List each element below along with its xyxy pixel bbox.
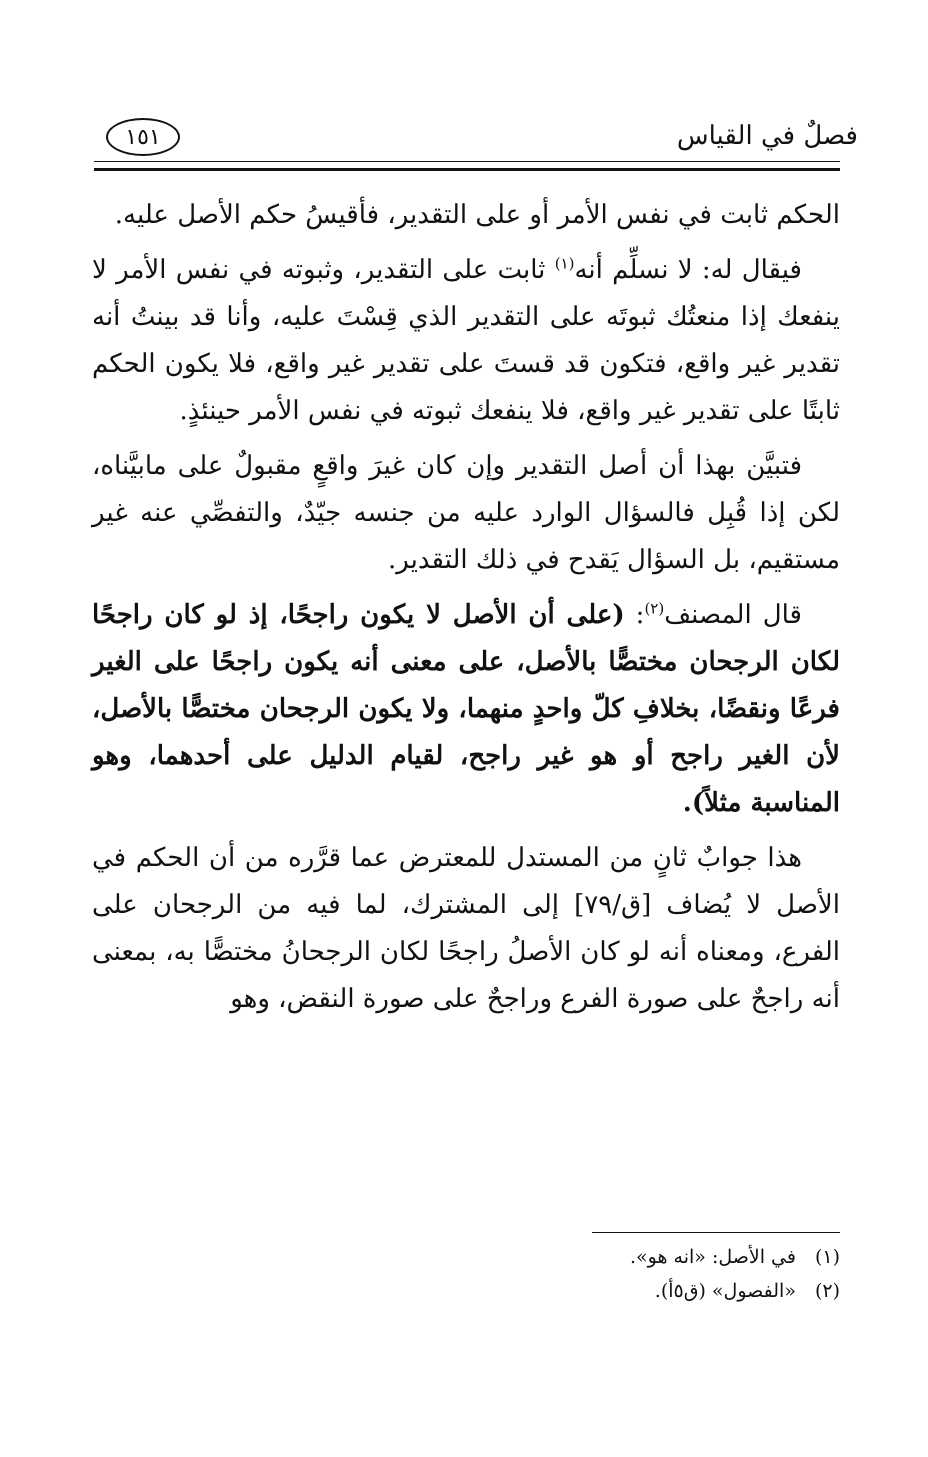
- paragraph-3: فتبيَّن بهذا أن أصل التقدير وإن كان غيرَ واقعٍ مقبولٌ على مابيَّناه، لكن إذا قُبِل فالسؤال الوارد عليه من جنسه جيّدٌ، والتفصِّي عنه غير مستقيم، بل السؤال يَقدح في ذلك التقدير.: [92, 451, 840, 575]
- main-text: [92, 192, 840, 1031]
- running-header-title: فصلٌ في القياس: [676, 121, 858, 151]
- header-rule-thick: [94, 168, 840, 171]
- footnote-ref-1[interactable]: (١): [554, 254, 575, 273]
- footnote-2-text: «الفصول» (ق٥أ).: [654, 1280, 796, 1302]
- paragraph-4-quote: [92, 592, 840, 827]
- footnote-separator: [592, 1232, 840, 1233]
- paragraph-2-start: فيقال له: لا نسلِّم أنه: [574, 255, 802, 285]
- footnotes: [340, 1240, 840, 1308]
- footnote-1: [340, 1240, 840, 1274]
- footnote-1-text: في الأصل: «انه هو».: [630, 1246, 796, 1268]
- page-number-badge: [106, 118, 180, 156]
- header-rule-thin: [94, 161, 840, 162]
- quote-colon: :: [624, 600, 645, 630]
- footnote-ref-2[interactable]: (٢): [644, 599, 665, 618]
- paragraph-2: [92, 247, 840, 435]
- quote-intro: قال المصنف: [664, 600, 802, 630]
- footnote-1-number: (١): [814, 1246, 840, 1268]
- paragraph-2-rest: ثابت على التقدير، وثبوته في نفس الأمر لا ينفعك إذا منعتُك ثبوتَه على التقدير الذي قِسْتَ عليه، وأنا قد بينتُ أنه تقدير غير واقع، فتكون قد قستَ على تقدير غير واقع، فلا يكون الحكم ثابتًا على تقدير غير واقع، فلا ينفعك ثبوته في نفس الأمر حينئذٍ.: [92, 255, 840, 426]
- footnote-2-number: (٢): [814, 1280, 840, 1302]
- paragraph-1: الحكم ثابت في نفس الأمر أو على التقدير، فأقيسُ حكم الأصل عليه.: [114, 200, 840, 230]
- paragraph-5: هذا جوابٌ ثانٍ من المستدل للمعترض عما قرَّره من أن الحكم في الأصل لا يُضاف [ق/٧٩] إلى المشترك، لما فيه من الرجحان على الفرع، ومعناه أنه لو كان الأصلُ راجحًا لكان الرجحانُ مختصًّا به، بمعنى أنه راجحٌ على صورة الفرع وراجحٌ على صورة النقض، وهو: [92, 843, 840, 1014]
- footnote-2: [340, 1274, 840, 1308]
- quoted-text-bold: (على أن الأصل لا يكون راجحًا، إذ لو كان راجحًا لكان الرجحان مختصًّا بالأصل، على معنى أنه يكون راجحًا على الغير فرعًا ونقضًا، بخلافِ كلّ واحدٍ منهما، ولا يكون الرجحان مختصًّا بالأصل، لأن الغير راجح أو هو غير راجح، لقيام الدليل على أحدهما، وهو المناسبة مثلاً).: [92, 600, 841, 818]
- page-number: ١٥١: [125, 124, 161, 150]
